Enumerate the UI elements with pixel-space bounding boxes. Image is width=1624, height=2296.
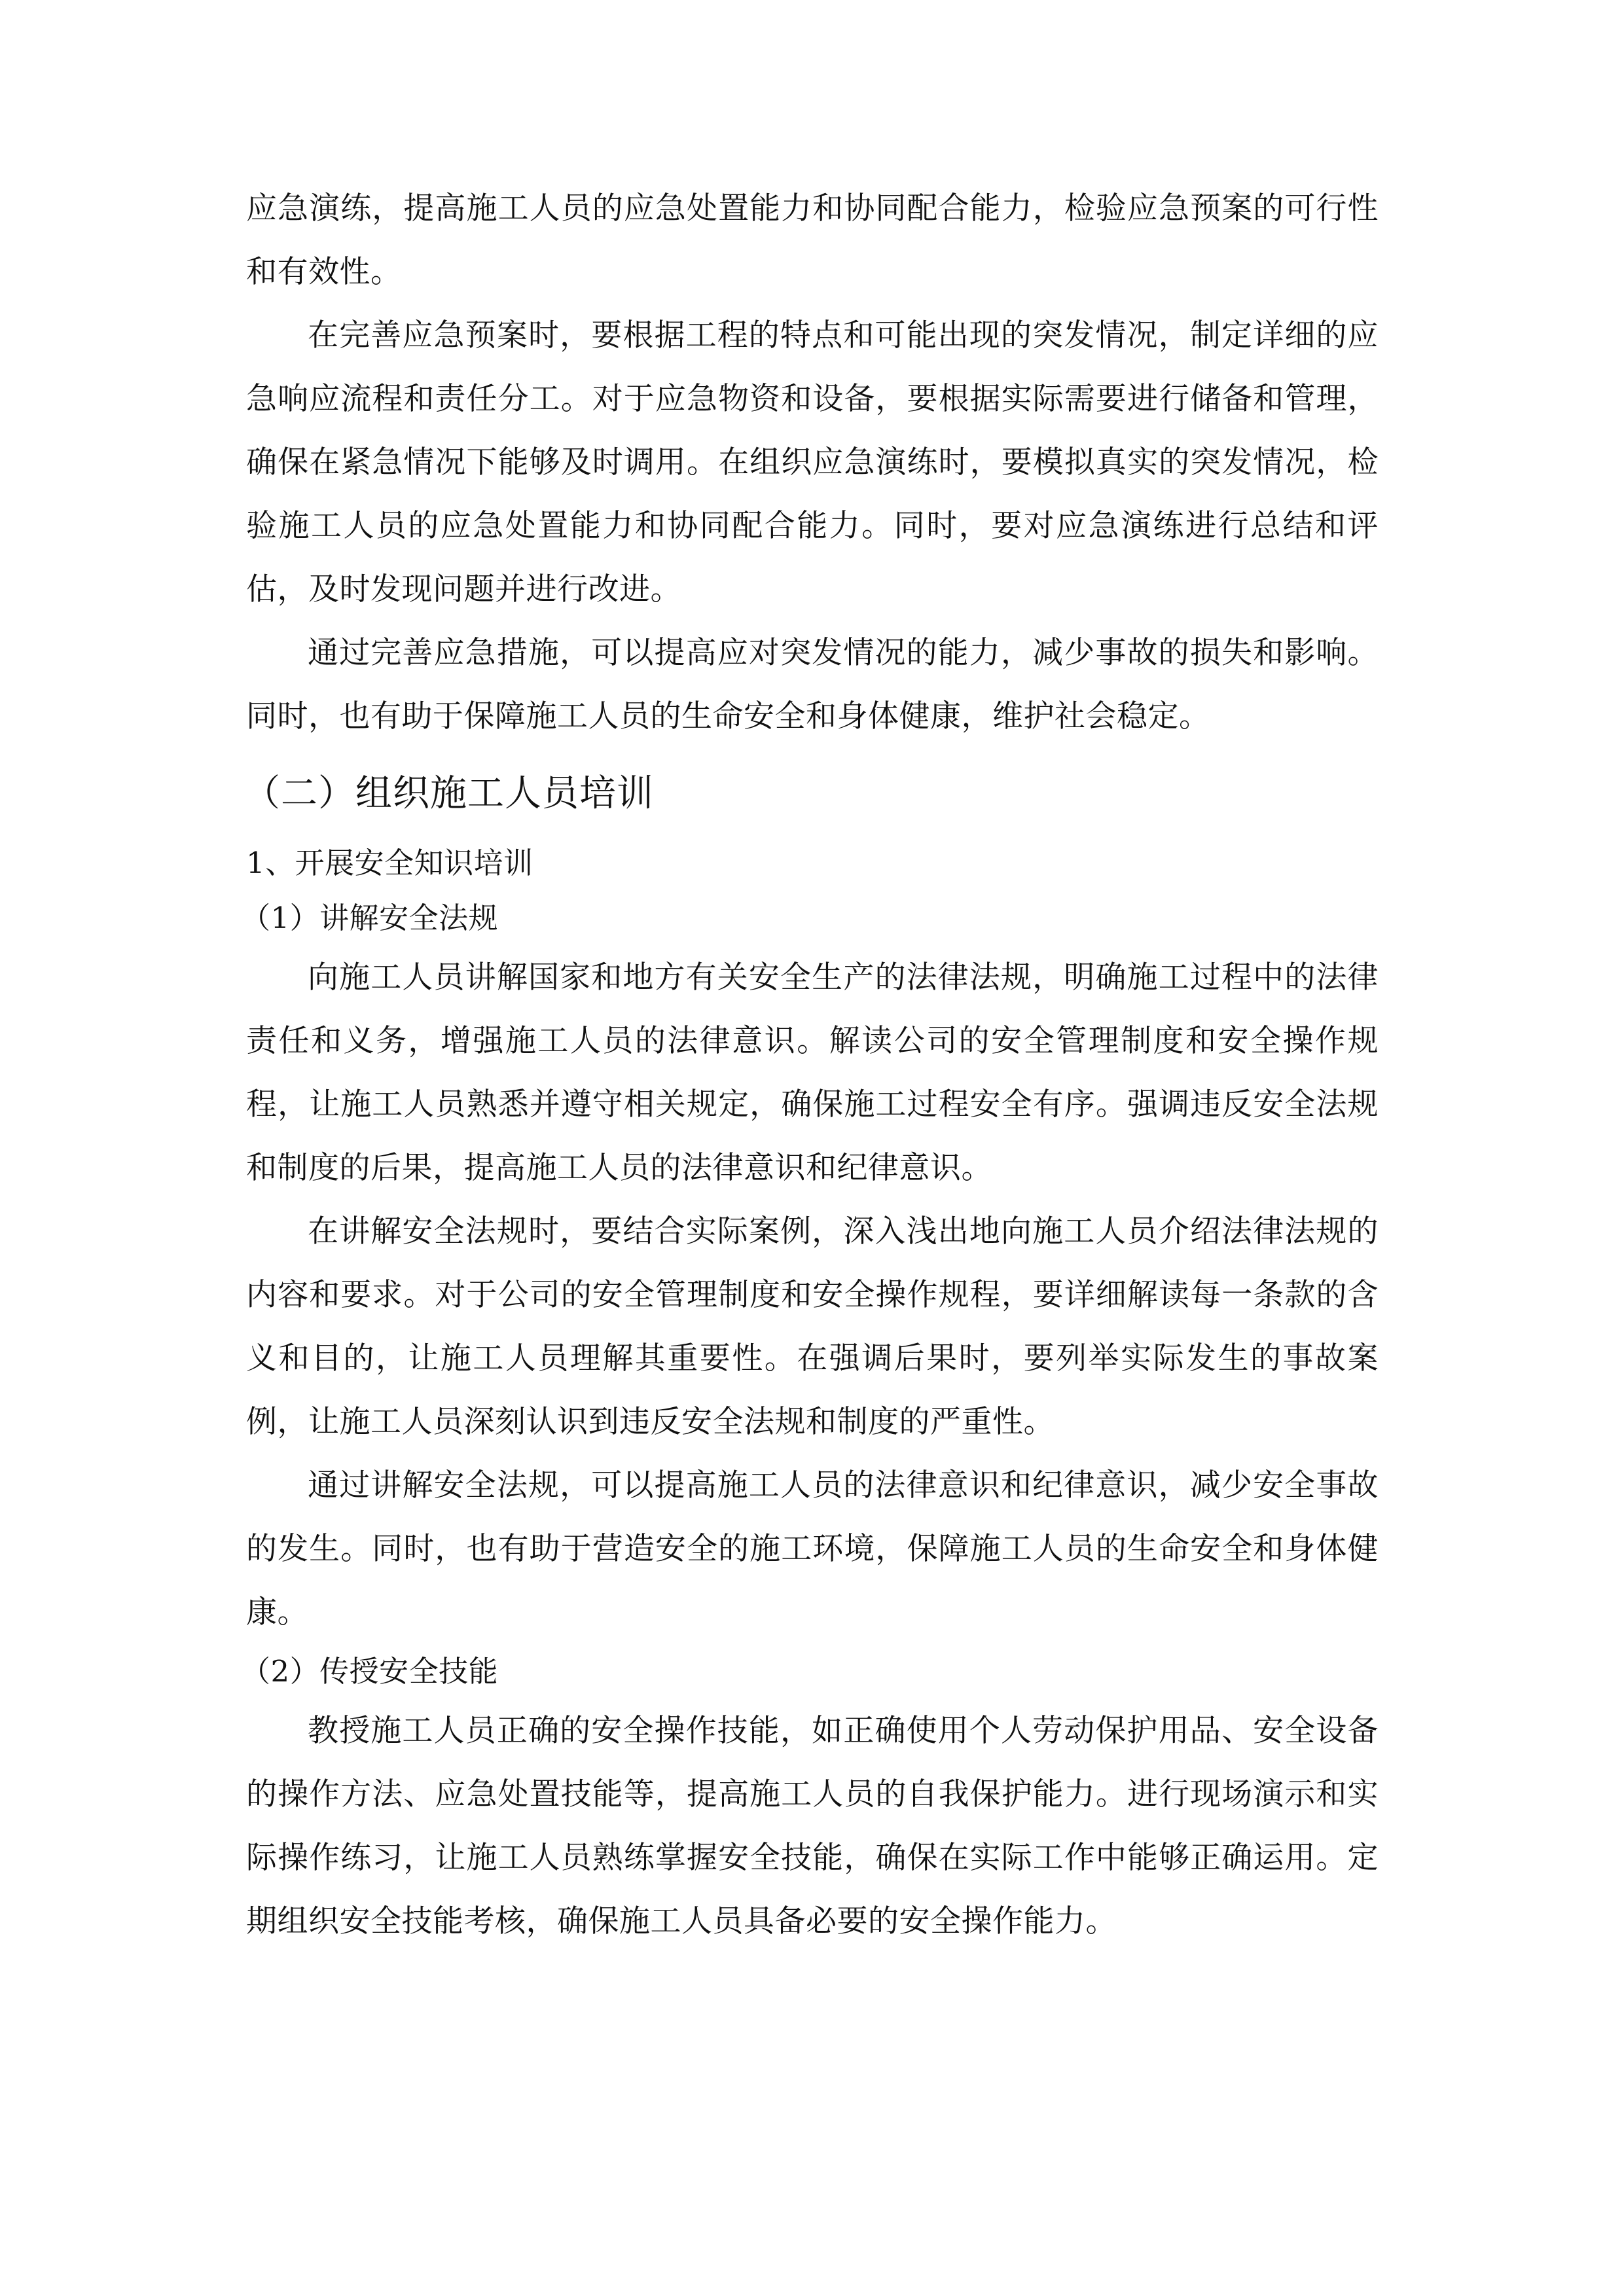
paragraph-explain-with-cases: 在讲解安全法规时，要结合实际案例，深入浅出地向施工人员介绍法律法规的内容和要求。对于公司的安全管理制度和安全操作规程，要详细解读每一条款的含义和目的，让施工人员理解其重要性。在强调后果时，要列举实际发生的事故案例，让施工人员深刻认识到违反安全法规和制度的严重性。 bbox=[246, 1213, 1379, 1440]
section-heading-worker-training: （二）组织施工人员培训 bbox=[244, 772, 654, 815]
paragraph-emergency-drill-continued: 应急演练，提高施工人员的应急处置能力和协同配合能力，检验应急预案的可行性和有效性。 bbox=[246, 190, 1379, 290]
paragraph-regulations-benefit: 通过讲解安全法规，可以提高施工人员的法律意识和纪律意识，减少安全事故的发生。同时，也有助于营造安全的施工环境，保障施工人员的生命安全和身体健康。 bbox=[246, 1467, 1379, 1630]
paragraph-emergency-measures-benefit: 通过完善应急措施，可以提高应对突发情况的能力，减少事故的损失和影响。同时，也有助于保障施工人员的生命安全和身体健康，维护社会稳定。 bbox=[246, 635, 1379, 734]
paragraph-explain-laws: 向施工人员讲解国家和地方有关安全生产的法律法规，明确施工过程中的法律责任和义务，增强施工人员的法律意识。解读公司的安全管理制度和安全操作规程，让施工人员熟悉并遵守相关规定，确保施工过程安全有序。强调违反安全法规和制度的后果，提高施工人员的法律意识和纪律意识。 bbox=[246, 960, 1379, 1186]
paragraph-improve-emergency-plan: 在完善应急预案时，要根据工程的特点和可能出现的突发情况，制定详细的应急响应流程和责任分工。对于应急物资和设备，要根据实际需要进行储备和管理，确保在紧急情况下能够及时调用。在组织应急演练时，要模拟真实的突发情况，检验施工人员的应急处置能力和协同配合能力。同时，要对应急演练进行总结和评估，及时发现问题并进行改进。 bbox=[246, 317, 1379, 607]
subheading-explain-safety-regulations: （1）讲解安全法规 bbox=[241, 901, 499, 935]
document-body bbox=[241, 177, 1379, 1953]
paragraph-teach-skills: 教授施工人员正确的安全操作技能，如正确使用个人劳动保护用品、安全设备的操作方法、应急处置技能等，提高施工人员的自我保护能力。进行现场演示和实际操作练习，让施工人员熟练掌握安全技能，确保在实际工作中能够正确运用。定期组织安全技能考核，确保施工人员具备必要的安全操作能力。 bbox=[246, 1713, 1379, 1939]
subheading-safety-knowledge-training: 1、开展安全知识培训 bbox=[246, 846, 533, 880]
subheading-teach-safety-skills: （2）传授安全技能 bbox=[241, 1654, 499, 1689]
